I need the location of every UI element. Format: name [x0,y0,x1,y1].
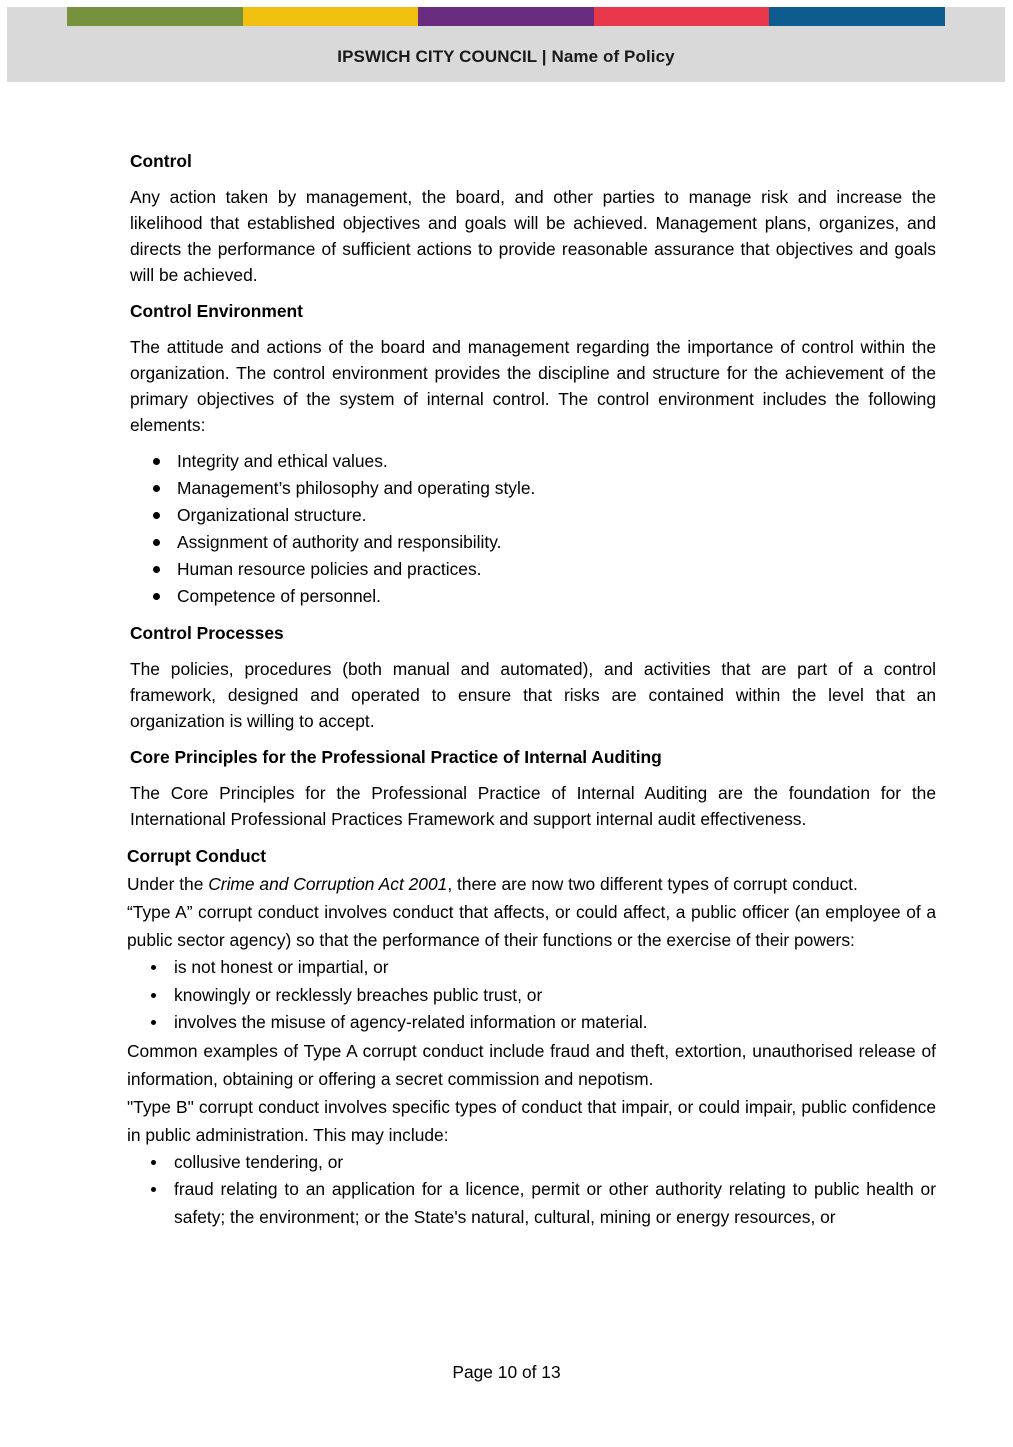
list-item: Assignment of authority and responsibility. [130,529,936,556]
stripe-green [67,7,243,26]
heading-control: Control [130,151,192,171]
list-item: Competence of personnel. [130,583,936,610]
control-environment-list [130,448,936,610]
heading-control-processes: Control Processes [130,623,284,643]
page-header [7,7,1005,82]
color-stripe-bar [67,7,945,26]
heading-control-environment: Control Environment [130,301,303,321]
list-item: is not honest or impartial, or [127,954,936,982]
heading-core-principles: Core Principles for the Professional Practice of Internal Auditing [130,747,662,767]
act-title: Crime and Corruption Act 2001 [208,874,448,894]
stripe-blue [769,7,945,26]
page-number: Page 10 of 13 [452,1362,561,1382]
type-b-list [127,1149,936,1232]
corrupt-conduct-section [127,842,936,1231]
paragraph-control: Any action taken by management, the board, and other parties to manage risk and increase the likelihood that established objectives and goals will be achieved. Management plans, organizes, and directs the performance of sufficient actions to provide reasonable assurance that objectives and goals will be achieved. [130,187,936,285]
list-item: Human resource policies and practices. [130,556,936,583]
heading-corrupt-conduct: Corrupt Conduct [127,846,267,866]
list-item: Management’s philosophy and operating style. [130,475,936,502]
list-item: knowingly or recklessly breaches public trust, or [127,982,936,1010]
paragraph-corrupt-conduct-intro: Under the Crime and Corruption Act 2001, there are now two different types of corrupt conduct. [127,874,858,894]
paragraph-type-a: “Type A” corrupt conduct involves conduct that affects, or could affect, a public officer (an employee of a public sector agency) so that the performance of their functions or the exercise of their powers: [127,902,936,950]
list-item: collusive tendering, or [127,1149,936,1177]
paragraph-control-environment: The attitude and actions of the board and management regarding the importance of control within the organization. The control environment provides the discipline and structure for the achievement of the primary objectives of the system of internal control. The control environment includes the following elements: [130,337,936,435]
document-body [127,148,936,1231]
paragraph-type-a-examples: Common examples of Type A corrupt conduct include fraud and theft, extortion, unauthorised release of information, obtaining or offering a secret commission and nepotism. [127,1040,936,1089]
type-a-list [127,954,936,1037]
list-item: Integrity and ethical values. [130,448,936,475]
stripe-yellow [243,7,419,26]
list-item: involves the misuse of agency-related information or material. [127,1009,936,1037]
paragraph-type-b: "Type B" corrupt conduct involves specific types of conduct that impair, or could impair, public confidence in public administration. This may include: [127,1096,936,1145]
header-title: IPSWICH CITY COUNCIL | Name of Policy [337,47,675,66]
stripe-purple [418,7,594,26]
list-item: Organizational structure. [130,502,936,529]
stripe-red [594,7,770,26]
list-item: fraud relating to an application for a licence, permit or other authority relating to public health or safety; the environment; or the State's natural, cultural, mining or energy resources, or [127,1176,936,1231]
paragraph-control-processes: The policies, procedures (both manual and automated), and activities that are part of a control framework, designed and operated to ensure that risks are contained within the level that an organization is willing to accept. [130,659,936,731]
paragraph-core-principles: The Core Principles for the Professional Practice of Internal Auditing are the foundation for the International Professional Practices Framework and support internal audit effectiveness. [130,783,936,829]
